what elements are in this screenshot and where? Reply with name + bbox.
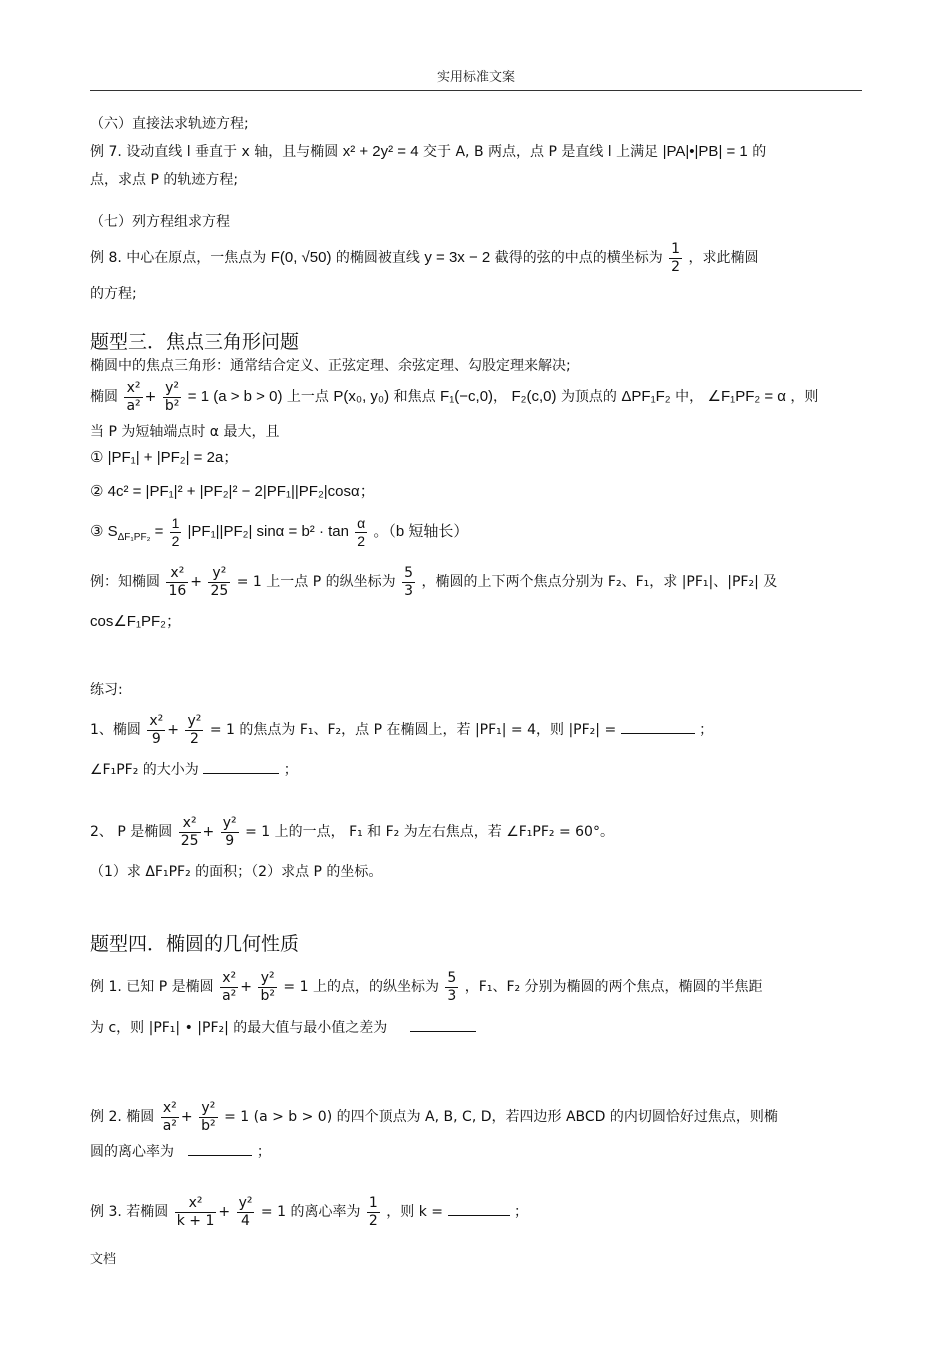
ex8-fraction: $\frac{1}{2}$ — [671, 240, 681, 275]
type-4-example-1-line-2: 为 c，则 |PF₁| • |PF₂| 的最大值与最小值之差为 — [90, 1018, 862, 1038]
ex7-product-eq: |PA|•|PB| = 1 — [662, 143, 748, 160]
e3-frac-y: $\frac{\text{y²}}{4}$ — [238, 1194, 253, 1229]
section-6-title: （六）直接法求轨迹方程; — [90, 116, 249, 132]
e1-frac-x: $\frac{\text{x²}}{\text{a²}}$ — [222, 969, 237, 1004]
type-3-heading: 题型三．焦点三角形问题 — [90, 331, 300, 353]
t3-text-f: ，则 — [790, 389, 819, 405]
type-4-example-2-line-2: 圆的离心率为 ； — [90, 1144, 271, 1160]
page-footer: 文档 — [90, 1252, 117, 1267]
type-3-intro: 椭圆中的焦点三角形：通常结合定义、正弦定理、余弦定理、勾股定理来解决; — [90, 358, 571, 374]
t3-f1: F₁(−c,0) — [440, 388, 494, 405]
t3-frac-y: $\frac{\text{y²}}{\text{b²}}$ — [164, 379, 180, 414]
ex7-text-c: 的 — [752, 144, 767, 160]
practice-2-line-2: （1）求 ΔF₁PF₂ 的面积；（2）求点 P 的坐标。 — [90, 864, 383, 880]
e1-frac-53: $\frac{5}{3}$ — [447, 969, 457, 1004]
p2-frac-y: $\frac{\text{y²}}{9}$ — [222, 814, 237, 849]
section-7-title: （七）列方程组求方程 — [90, 214, 230, 230]
answer-blank[interactable] — [188, 1155, 252, 1156]
ex8-text-a: 例 8. 中心在原点，一焦点为 — [90, 250, 267, 266]
t3-text-c: 和焦点 — [393, 389, 436, 405]
t3-condition: = 1 (a > b > 0) — [187, 388, 283, 405]
practice-1: 1、椭圆 $\frac{\text{x²}}{9}$ + $\frac{\text{y²}}{2}$ = 1 的焦点为 F₁、F₂，点 P 在椭圆上，若 |PF₁| = 4，则 |PF₂| = ； — [90, 712, 714, 747]
t3ex-frac-53: $\frac{5}{3}$ — [404, 564, 414, 599]
t3-point: P(x₀, y₀) — [333, 388, 390, 405]
t3-text-b: 上一点 — [286, 389, 329, 405]
t3-triangle: ΔPF₁F₂ — [621, 388, 671, 405]
answer-blank[interactable] — [448, 1215, 510, 1216]
example-8-line-1 — [90, 240, 862, 276]
p2-frac-x: $\frac{\text{x²}}{25}$ — [180, 814, 199, 849]
type-3-line-1: 椭圆 $\frac{\text{x²}}{\text{a²}}$ + $\frac{\text{y²}}{\text{b²}}$ = 1 (a > b > 0) 上一点 P(x₀, y₀) 和焦点 F₁(−c,0)， F₂(c,0) 为顶点的 ΔPF₁F₂ 中， ∠F₁PF₂ = α ，则 — [90, 379, 819, 414]
ex7-text-b: 交于 A, B 两点，点 P 是直线 l 上满足 — [423, 144, 659, 160]
e2-frac-x: $\frac{\text{x²}}{\text{a²}}$ — [162, 1099, 177, 1134]
e1-frac-y: $\frac{\text{y²}}{\text{b²}}$ — [260, 969, 275, 1004]
t3-frac-x: $\frac{\text{x²}}{\text{a²}}$ — [126, 379, 141, 414]
t3ex-frac-y: $\frac{\text{y²}}{25}$ — [210, 564, 229, 599]
ex8-line-eq: y = 3x − 2 — [424, 249, 491, 266]
e3-frac-half: $\frac{1}{2}$ — [368, 1194, 378, 1229]
p1-frac-y: $\frac{\text{y²}}{2}$ — [187, 712, 202, 747]
type-4-heading: 题型四．椭圆的几何性质 — [90, 933, 300, 955]
ex8-text-d: ，求此椭圆 — [688, 250, 759, 266]
f3-half: $\frac{1}{2}$ — [171, 514, 180, 549]
formula-2: ② 4c² = |PF₁|² + |PF₂|² − 2|PF₁||PF₂|cosα； — [90, 483, 375, 500]
t3-text-e: 中， — [675, 389, 704, 405]
ex8-text-b: 的椭圆被直线 — [335, 250, 420, 266]
type-3-example-line-2: cos∠F₁PF₂； — [90, 613, 182, 630]
type-4-example-2: 例 2. 椭圆 $\frac{\text{x²}}{\text{a²}}$ + $\frac{\text{y²}}{\text{b²}}$ = 1 (a > b > 0) 的四个顶点为 A, B, C, D，若四边形 ABCD 的内切圆恰好过焦点，则椭 — [90, 1099, 778, 1134]
t3ex-frac-x: $\frac{\text{x²}}{16}$ — [168, 564, 187, 599]
example-8-line-2: 的方程; — [90, 286, 137, 302]
header-rule — [90, 90, 862, 91]
example-7-line-1 — [90, 142, 862, 162]
type-4-example-3: 例 3. 若椭圆 $\frac{\text{x²}}{k + 1}$ + $\frac{\text{y²}}{4}$ = 1 的离心率为 $\frac{1}{2}$ ，则 k = ； — [90, 1194, 528, 1229]
formula-3: ③ $S_{\Delta F_1PF_2}$ = $\frac{1}{2}$ |PF₁||PF₂| sinα = b² · tan $\frac{\alpha}{2}$ 。（b 短轴长） — [90, 514, 469, 549]
page-header: 实用标准文案 — [436, 70, 515, 85]
practice-2: 2、 P 是椭圆 $\frac{\text{x²}}{25}$ + $\frac{\text{y²}}{9}$ = 1 上的一点， F₁ 和 F₂ 为左右焦点，若 ∠F₁PF₂ = 60°。 — [90, 814, 614, 849]
answer-blank[interactable] — [410, 1031, 476, 1032]
answer-blank[interactable] — [621, 733, 695, 734]
ex8-focus: F(0, √50) — [270, 249, 332, 266]
formula-1: ① |PF₁| + |PF₂| = 2a； — [90, 449, 239, 466]
t3-text-a: 椭圆 — [90, 389, 118, 405]
practice-label: 练习: — [90, 682, 123, 698]
t3-angle: ∠F₁PF₂ = α — [707, 388, 786, 405]
t3-f2: F₂(c,0) — [511, 388, 557, 405]
example-7-line-2: 点，求点 P 的轨迹方程; — [90, 172, 239, 188]
e3-frac-x: $\frac{\text{x²}}{k + 1}$ — [176, 1194, 215, 1229]
answer-blank[interactable] — [203, 773, 279, 774]
type-3-example: 例：知椭圆 $\frac{\text{x²}}{16}$ + $\frac{\text{y²}}{25}$ = 1 上一点 P 的纵坐标为 $\frac{5}{3}$ ，椭圆的上下两个焦点分别为 F₂、F₁，求 |PF₁|、|PF₂| 及 — [90, 564, 778, 599]
e2-frac-y: $\frac{\text{y²}}{\text{b²}}$ — [201, 1099, 216, 1134]
ex8-text-c: 截得的弦的中点的横坐标为 — [494, 250, 663, 266]
type-3-line-2: 当 P 为短轴端点时 α 最大，且 — [90, 424, 280, 440]
type-4-example-1: 例 1. 已知 P 是椭圆 $\frac{\text{x²}}{\text{a²}}$ + $\frac{\text{y²}}{\text{b²}}$ = 1 上的点，的纵坐标为 $\frac{5}{3}$ ，F₁、F₂ 分别为椭圆的两个焦点，椭圆的半焦距 — [90, 969, 763, 1004]
ex7-text-a: 例 7. 设动直线 l 垂直于 x 轴，且与椭圆 — [90, 144, 339, 160]
ex7-ellipse-eq: x² + 2y² = 4 — [342, 143, 419, 160]
practice-1-line-2: ∠F₁PF₂ 的大小为 ； — [90, 762, 298, 778]
f3-alpha-half: $\frac{\alpha}{2}$ — [357, 514, 366, 549]
t3-text-d: 为顶点的 — [560, 389, 617, 405]
p1-frac-x: $\frac{\text{x²}}{9}$ — [149, 712, 164, 747]
